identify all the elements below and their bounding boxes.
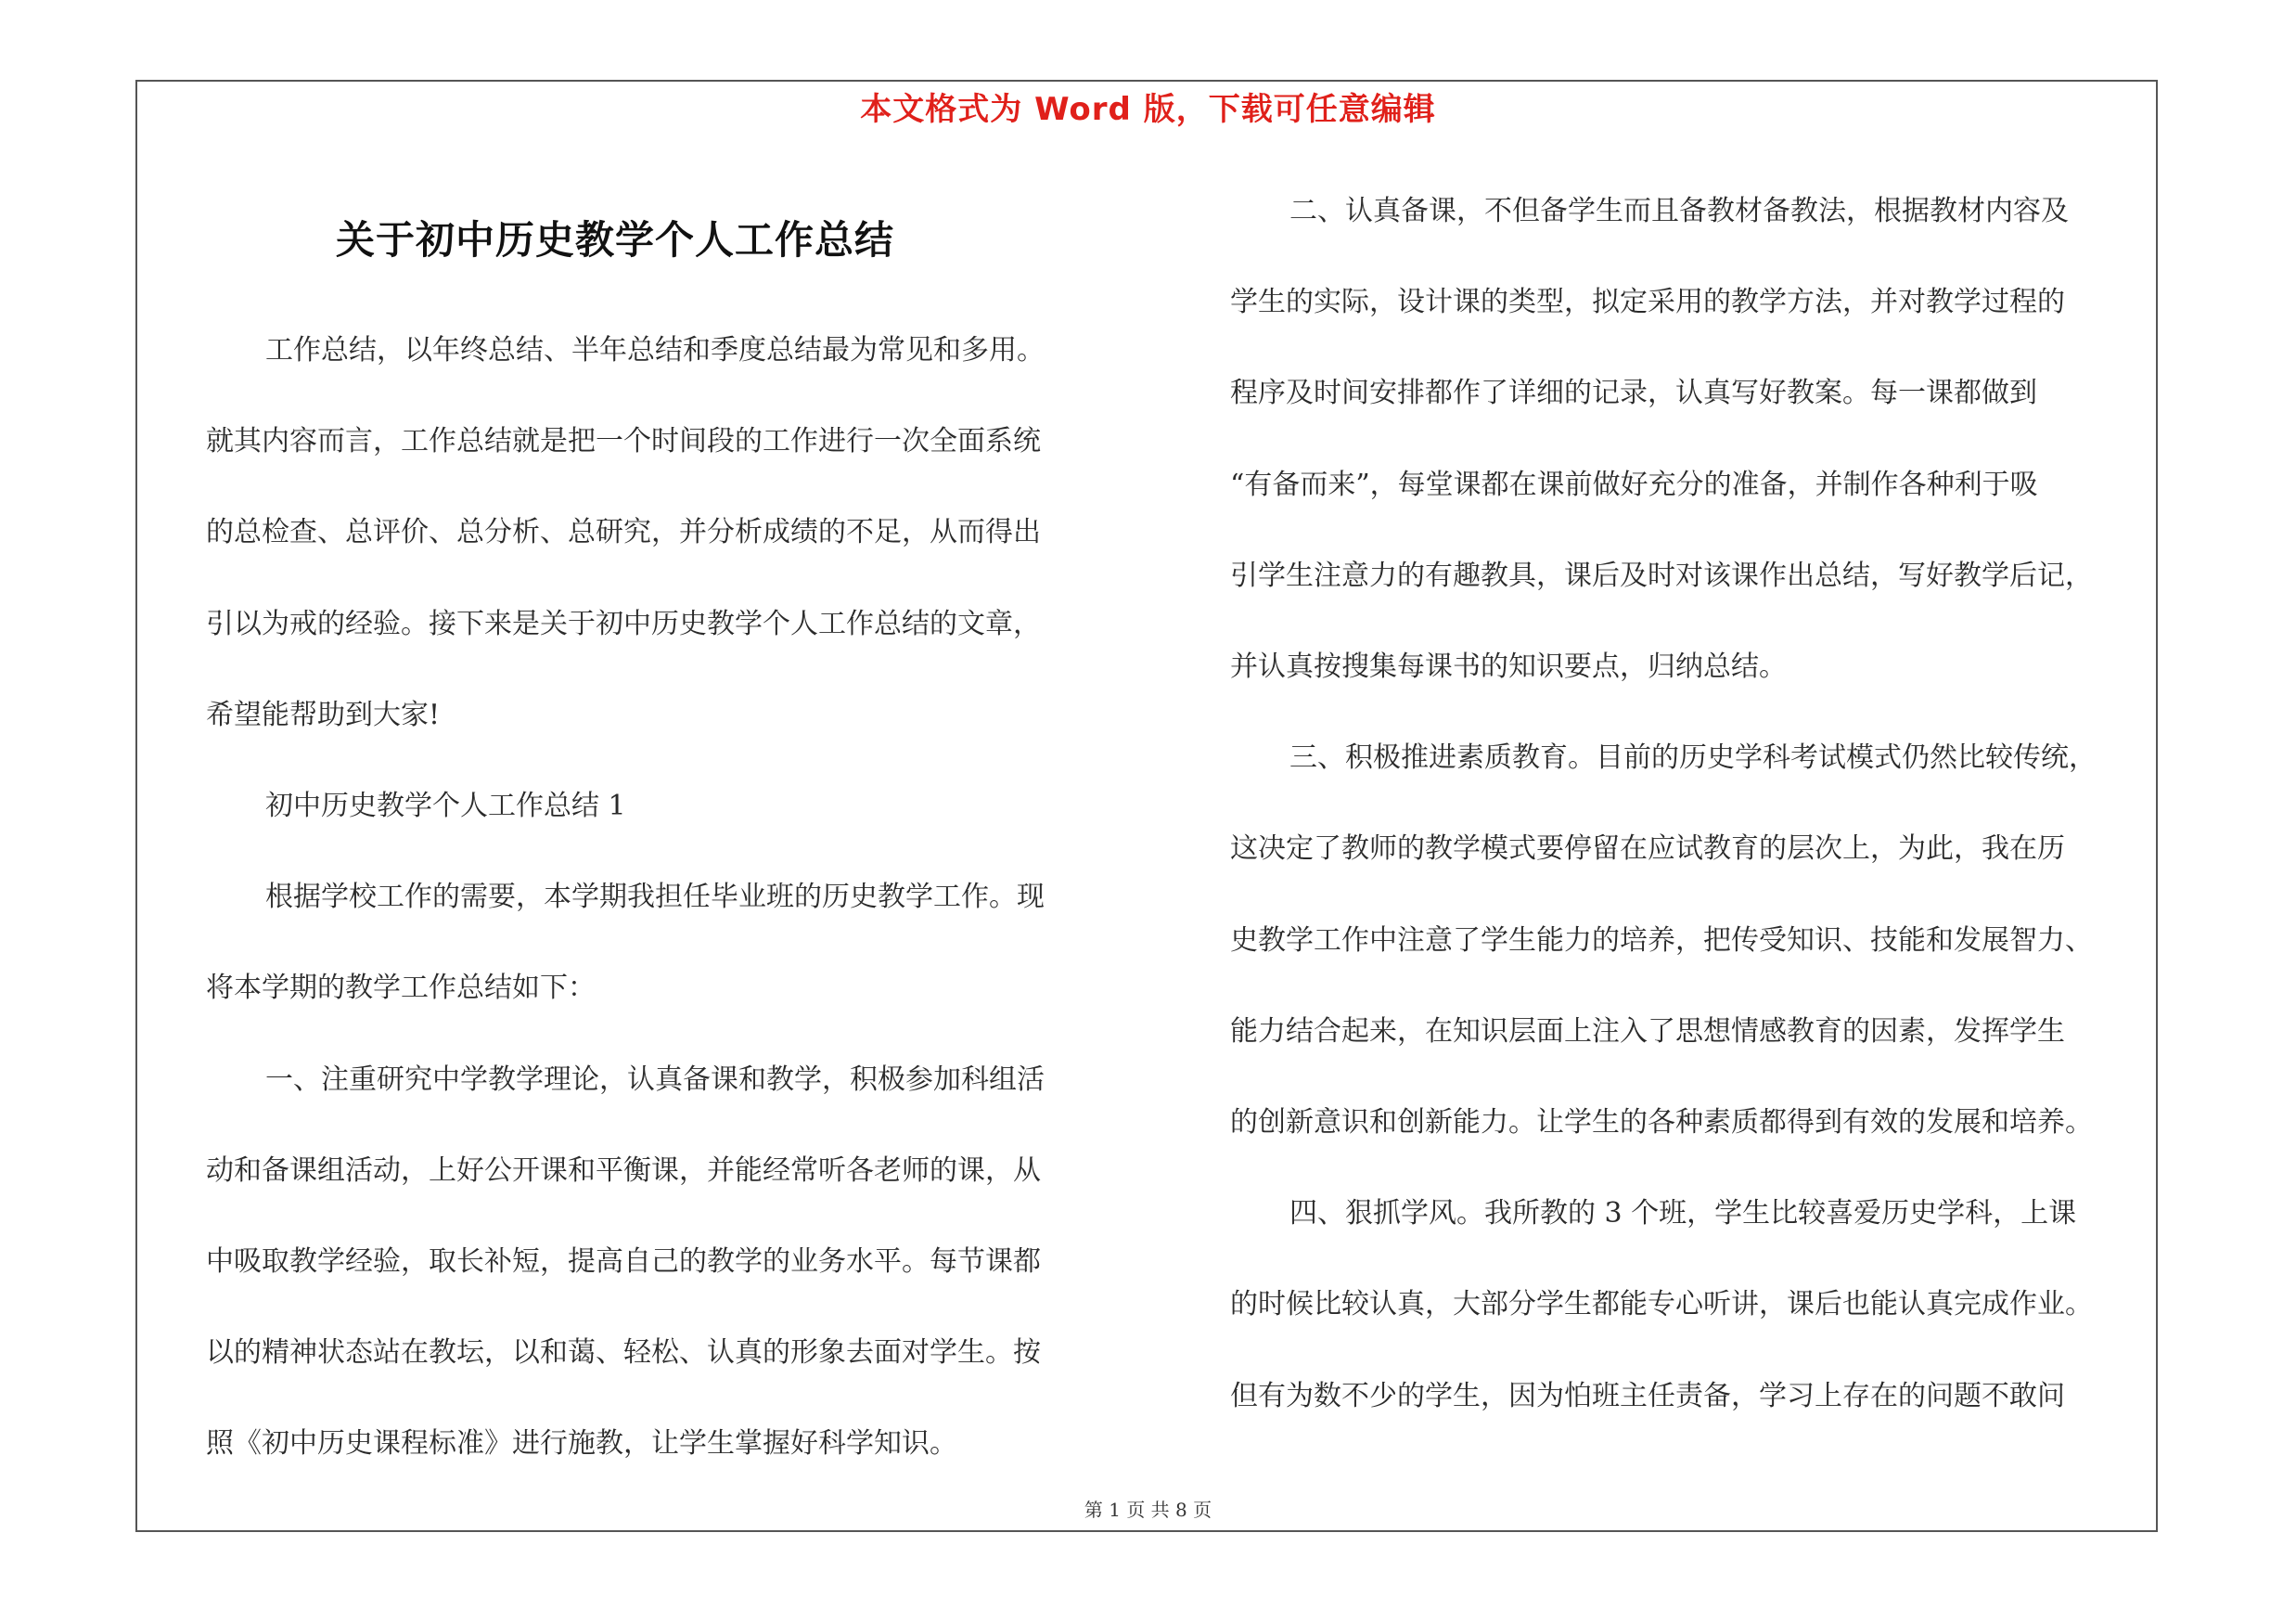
body-text-line: 学生的实际，设计课的类型，拟定采用的教学方法，并对教学过程的 bbox=[1230, 286, 2065, 319]
body-text-line: 二、认真备课，不但备学生而且备教材备教法，根据教材内容及 bbox=[1289, 195, 2069, 227]
body-text-line: 这决定了教师的教学模式要停留在应试教育的层次上，为此，我在历 bbox=[1230, 832, 2065, 866]
body-text-line: 但有为数不少的学生，因为怕班主任责备，学习上存在的问题不敢问 bbox=[1230, 1379, 2065, 1412]
body-text-line: 动和备课组活动，上好公开课和平衡课，并能经常听各老师的课，从 bbox=[206, 1153, 1041, 1187]
body-text-line: 并认真按搜集每课书的知识要点，归纳总结。 bbox=[1230, 650, 1787, 683]
body-text-line: 将本学期的教学工作总结如下： bbox=[206, 972, 596, 1005]
body-text-line: 的创新意识和创新能力。让学生的各种素质都得到有效的发展和培养。 bbox=[1230, 1106, 2093, 1139]
body-text-line: 三、积极推进素质教育。目前的历史学科考试模式仍然比较传统， bbox=[1289, 741, 2097, 775]
body-text-line: 引以为戒的经验。接下来是关于初中历史教学个人工作总结的文章， bbox=[206, 607, 1041, 640]
body-text-line: 以的精神状态站在教坛，以和蔼、轻松、认真的形象去面对学生。按 bbox=[206, 1336, 1041, 1370]
body-text-line: 根据学校工作的需要，本学期我担任毕业班的历史教学工作。现 bbox=[265, 881, 1045, 914]
body-text-line: 希望能帮助到大家! bbox=[206, 698, 441, 731]
body-text-line: 四、狠抓学风。我所教的 3 个班，学生比较喜爱历史学科，上课 bbox=[1289, 1197, 2077, 1230]
body-text-line: 就其内容而言，工作总结就是把一个时间段的工作进行一次全面系统 bbox=[206, 425, 1041, 458]
body-text-line: 史教学工作中注意了学生能力的培养，把传受知识、技能和发展智力、 bbox=[1230, 923, 2093, 957]
body-text-line: 初中历史教学个人工作总结 1 bbox=[265, 790, 626, 822]
document-title: 关于初中历史教学个人工作总结 bbox=[336, 217, 895, 263]
body-text-line: 一、注重研究中学教学理论，认真备课和教学，积极参加科组活 bbox=[265, 1063, 1045, 1096]
body-text-line: 引学生注意力的有趣教具，课后及时对该课作出总结，写好教学后记， bbox=[1230, 559, 2093, 592]
body-text-line: 中吸取教学经验，取长补短，提高自己的教学的业务水平。每节课都 bbox=[206, 1245, 1041, 1278]
body-text-line: 照《初中历史课程标准》进行施教，让学生掌握好科学知识。 bbox=[206, 1427, 957, 1461]
body-text-line: 工作总结，以年终总结、半年总结和季度总结最为常见和多用。 bbox=[265, 334, 1045, 367]
body-text-line: 程序及时间安排都作了详细的记录，认真写好教案。每一课都做到 bbox=[1230, 377, 2037, 410]
body-text-line: “有备而来”，每堂课都在课前做好充分的准备，并制作各种利于吸 bbox=[1230, 468, 2038, 501]
body-text-line: 的总检查、总评价、总分析、总研究，并分析成绩的不足，从而得出 bbox=[206, 516, 1041, 549]
page-number-footer: 第 1 页 共 8 页 bbox=[1084, 1499, 1212, 1521]
format-banner: 本文格式为 Word 版，下载可任意编辑 bbox=[860, 91, 1436, 128]
body-text-line: 的时候比较认真，大部分学生都能专心听讲，课后也能认真完成作业。 bbox=[1230, 1288, 2093, 1321]
body-text-line: 能力结合起来，在知识层面上注入了思想情感教育的因素，发挥学生 bbox=[1230, 1014, 2065, 1048]
